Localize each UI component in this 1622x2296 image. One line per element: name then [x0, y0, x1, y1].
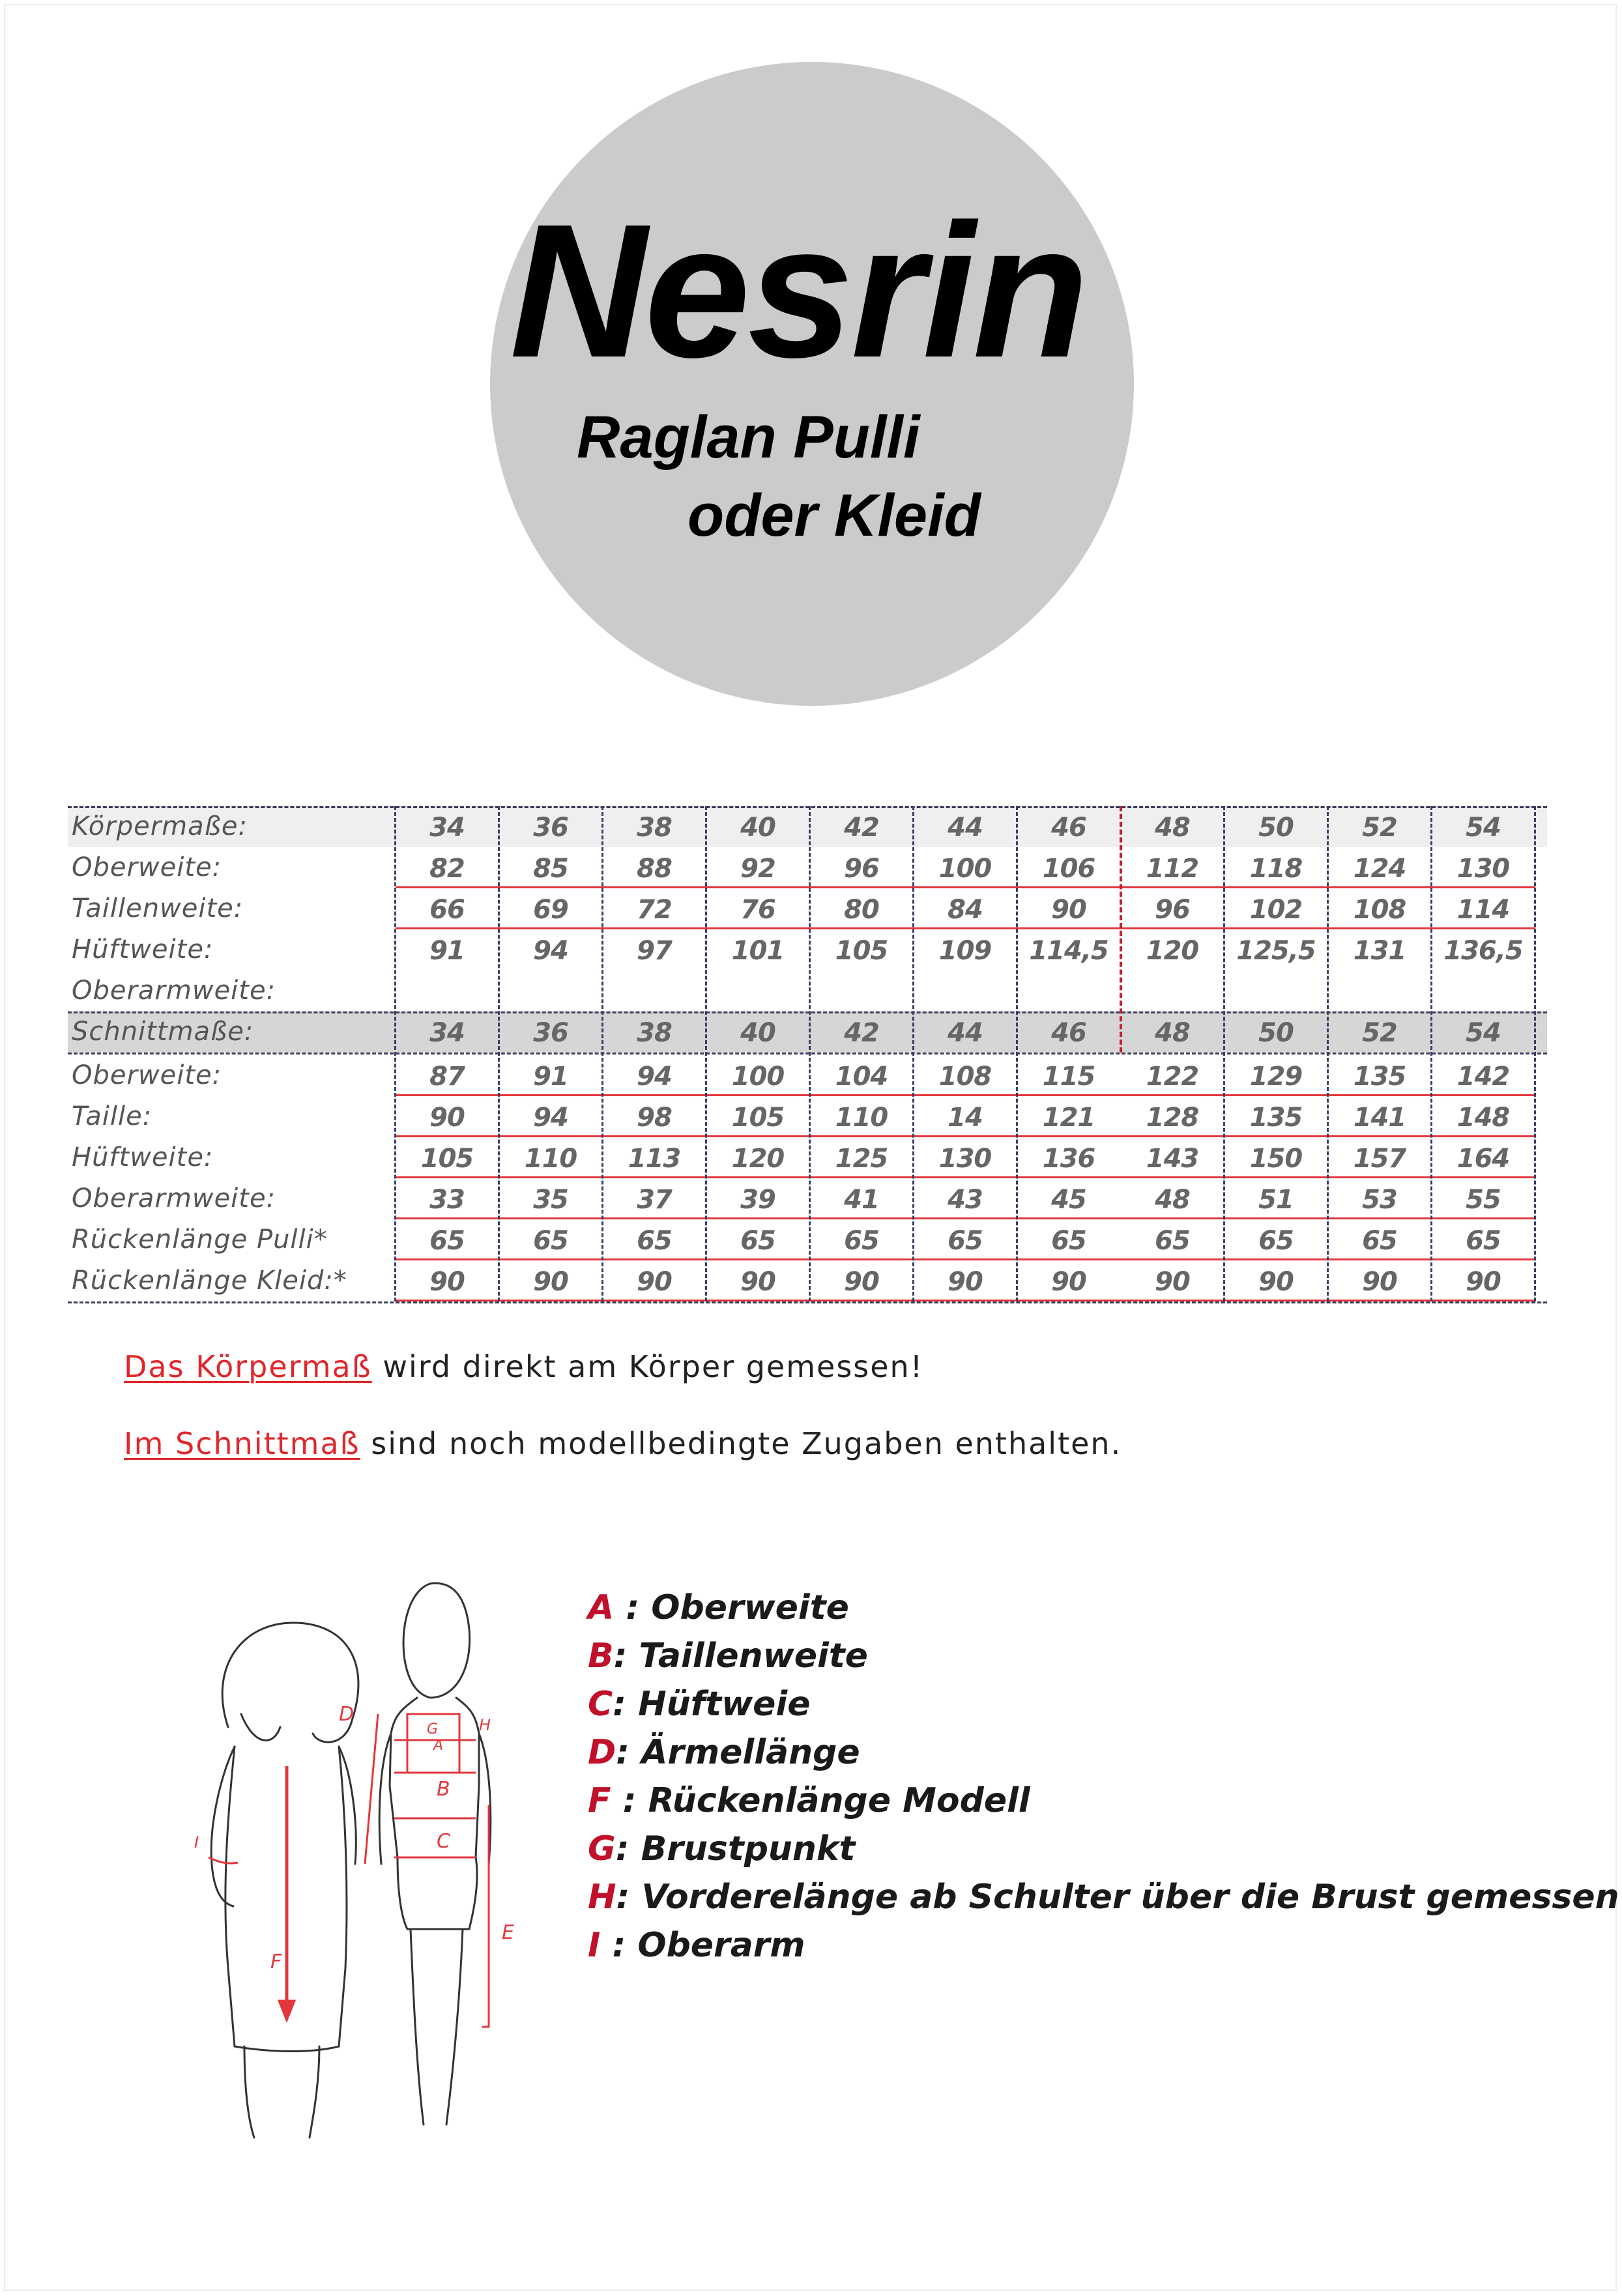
note-body-measure	[124, 1349, 923, 1384]
table-cell: 102	[1249, 895, 1303, 925]
body-measure-row	[68, 888, 1547, 929]
table-cell: 69	[533, 895, 568, 925]
table-border	[68, 1053, 1547, 1054]
figure-label-d: D	[339, 1703, 355, 1726]
table-cell: 136,5	[1443, 936, 1523, 966]
pattern-subtitle-line1: Raglan Pulli	[577, 404, 920, 471]
table-cell: 44	[948, 813, 983, 843]
figure-label-g: G	[427, 1721, 439, 1737]
table-cell: 80	[844, 895, 879, 925]
table-cell: 40	[740, 813, 775, 843]
note-pattern-measure	[124, 1426, 1122, 1461]
table-cell: 54	[1466, 1018, 1501, 1048]
table-cell: 72	[637, 895, 672, 925]
figure-label-i: I	[194, 1833, 199, 1852]
legend-text: : Rückenlänge Modell	[611, 1781, 1030, 1820]
table-cell: 98	[637, 1103, 672, 1133]
table-cell: 90	[1051, 895, 1086, 925]
legend-key: H	[588, 1878, 616, 1917]
table-cell: 112	[1146, 854, 1199, 884]
table-cell: 90	[844, 1267, 879, 1297]
table-cell: 45	[1051, 1185, 1086, 1215]
table-cell: 96	[1155, 895, 1190, 925]
row-label: Oberweite:	[72, 1060, 222, 1090]
table-cell: 110	[524, 1144, 577, 1174]
table-border	[68, 1301, 1547, 1303]
table-cell: 42	[844, 1018, 879, 1048]
row-label: Oberweite:	[72, 852, 222, 882]
table-cell: 90	[1051, 1267, 1086, 1297]
column-divider	[394, 806, 396, 1301]
table-cell: 65	[533, 1226, 568, 1256]
legend-text: : Taillenweite	[613, 1636, 868, 1676]
table-cell: 84	[948, 895, 983, 925]
table-cell: 94	[533, 936, 568, 966]
table-cell: 121	[1042, 1103, 1095, 1133]
table-cell: 55	[1466, 1185, 1501, 1215]
table-cell: 106	[1042, 854, 1095, 884]
column-divider	[1120, 806, 1122, 1053]
legend-item	[588, 1921, 1619, 1969]
table-cell: 65	[1155, 1226, 1190, 1256]
row-label: Taillenweite:	[72, 894, 244, 923]
legend-text: : Vorderelänge ab Schulter über die Brust gemessen	[616, 1878, 1619, 1917]
row-label: Körpermaße:	[72, 811, 248, 841]
body-measure-row	[68, 970, 1547, 1011]
table-cell: 65	[637, 1226, 672, 1256]
table-cell: 128	[1146, 1103, 1199, 1133]
legend-item	[588, 1777, 1619, 1825]
table-cell: 90	[1258, 1267, 1294, 1297]
table-cell: 36	[533, 1018, 568, 1048]
table-cell: 157	[1353, 1144, 1406, 1174]
table-cell: 44	[948, 1018, 983, 1048]
column-divider	[809, 806, 811, 1301]
row-label: Oberarmweite:	[72, 976, 276, 1006]
table-cell: 91	[429, 936, 465, 966]
table-cell: 96	[844, 854, 879, 884]
table-cell: 118	[1249, 854, 1303, 884]
legend-text: : Brustpunkt	[615, 1829, 856, 1868]
table-cell: 48	[1155, 813, 1190, 843]
note-pattern-highlight: Im Schnittmaß	[124, 1426, 360, 1461]
measurement-sketch	[182, 1551, 547, 2157]
table-cell: 39	[740, 1185, 775, 1215]
table-cell: 65	[1258, 1226, 1294, 1256]
pattern-subtitle-line2: oder Kleid	[688, 482, 981, 549]
pattern-measure-row	[68, 1178, 1547, 1219]
column-divider	[1430, 806, 1432, 1301]
table-cell: 65	[740, 1226, 775, 1256]
table-cell: 142	[1456, 1062, 1510, 1092]
figure-label-c: C	[437, 1830, 450, 1853]
table-cell: 109	[938, 936, 992, 966]
body-measure-row	[68, 929, 1547, 970]
table-border	[68, 806, 1547, 808]
table-cell: 131	[1353, 936, 1406, 966]
pattern-measure-row	[68, 1055, 1547, 1096]
table-cell: 36	[533, 813, 568, 843]
legend-item	[588, 1632, 1619, 1680]
table-cell: 120	[731, 1144, 785, 1174]
column-divider	[705, 806, 707, 1301]
table-cell: 105	[835, 936, 888, 966]
legend-item	[588, 1825, 1619, 1873]
table-cell: 38	[637, 1018, 672, 1048]
table-cell: 90	[1362, 1267, 1397, 1297]
pattern-measure-row	[68, 1096, 1547, 1137]
table-cell: 100	[731, 1062, 785, 1092]
table-cell: 120	[1146, 936, 1199, 966]
table-cell: 94	[637, 1062, 672, 1092]
table-cell: 105	[420, 1144, 474, 1174]
legend-key: B	[588, 1636, 614, 1676]
table-cell: 130	[938, 1144, 992, 1174]
pattern-measure-row	[68, 1137, 1547, 1178]
table-cell: 148	[1456, 1103, 1510, 1133]
column-divider	[1534, 806, 1536, 1301]
row-label: Rückenlänge Kleid:*	[72, 1266, 347, 1296]
table-cell: 164	[1456, 1144, 1510, 1174]
table-cell: 101	[731, 936, 785, 966]
table-cell: 54	[1466, 813, 1501, 843]
figure-label-e: E	[502, 1921, 514, 1944]
table-cell: 35	[533, 1185, 568, 1215]
pattern-measure-row	[68, 1219, 1547, 1260]
table-cell: 65	[429, 1226, 465, 1256]
table-cell: 65	[948, 1226, 983, 1256]
figure-label-a: A	[433, 1737, 444, 1754]
legend-item	[588, 1680, 1619, 1728]
note-pattern-text: sind noch modellbedingte Zugaben enthalten.	[360, 1426, 1122, 1461]
table-cell: 104	[835, 1062, 888, 1092]
table-cell: 65	[844, 1226, 879, 1256]
table-cell: 90	[637, 1267, 672, 1297]
table-cell: 90	[533, 1267, 568, 1297]
figure-label-f: F	[270, 1951, 282, 1973]
table-cell: 87	[429, 1062, 465, 1092]
legend-key: F	[588, 1781, 611, 1820]
legend-text: : Ärmellänge	[616, 1733, 860, 1772]
legend-key: A	[588, 1588, 615, 1627]
column-divider	[1327, 806, 1329, 1301]
table-cell: 135	[1353, 1062, 1406, 1092]
table-cell: 97	[637, 936, 672, 966]
legend-item	[588, 1728, 1619, 1777]
legend-key: I	[588, 1926, 601, 1965]
legend-text: : Oberweite	[614, 1588, 849, 1627]
column-divider	[1223, 806, 1225, 1301]
table-cell: 135	[1249, 1103, 1303, 1133]
table-cell: 115	[1042, 1062, 1095, 1092]
row-label: Rückenlänge Pulli*	[72, 1225, 328, 1255]
legend-text: : Hüftweie	[613, 1685, 811, 1724]
figure-label-h: H	[479, 1716, 491, 1734]
table-cell: 114	[1456, 895, 1510, 925]
size-table	[68, 806, 1547, 1301]
column-divider	[912, 806, 914, 1301]
table-cell: 46	[1051, 1018, 1086, 1048]
table-border	[68, 1011, 1547, 1013]
table-cell: 42	[844, 813, 879, 843]
table-cell: 113	[628, 1144, 681, 1174]
pattern-title: Nesrin	[510, 184, 1086, 397]
table-cell: 46	[1051, 813, 1086, 843]
note-body-highlight: Das Körpermaß	[124, 1349, 372, 1384]
measurement-legend	[588, 1584, 1619, 1969]
legend-text: : Oberarm	[600, 1926, 805, 1965]
legend-key: D	[588, 1733, 616, 1772]
table-cell: 52	[1362, 1018, 1397, 1048]
column-divider	[498, 806, 500, 1301]
table-cell: 51	[1258, 1185, 1294, 1215]
table-cell: 94	[533, 1103, 568, 1133]
table-cell: 90	[1155, 1267, 1190, 1297]
table-cell: 66	[429, 895, 465, 925]
table-cell: 38	[637, 813, 672, 843]
table-cell: 122	[1146, 1062, 1199, 1092]
row-label: Oberarmweite:	[72, 1184, 276, 1213]
table-cell: 50	[1258, 813, 1294, 843]
pattern-measure-header	[68, 1011, 1547, 1053]
table-cell: 114,5	[1029, 936, 1108, 966]
table-cell: 90	[948, 1267, 983, 1297]
legend-key: C	[588, 1685, 613, 1724]
table-cell: 90	[429, 1103, 465, 1133]
legend-key: G	[588, 1829, 616, 1868]
legend-item	[588, 1873, 1619, 1921]
table-cell: 85	[533, 854, 568, 884]
column-divider	[1016, 806, 1018, 1301]
table-cell: 34	[429, 813, 465, 843]
legend-item	[588, 1584, 1619, 1632]
table-cell: 90	[429, 1267, 465, 1297]
table-cell: 125,5	[1236, 936, 1316, 966]
table-cell: 129	[1249, 1062, 1303, 1092]
note-body-text: wird direkt am Körper gemessen!	[371, 1349, 924, 1384]
table-cell: 53	[1362, 1185, 1397, 1215]
table-cell: 141	[1353, 1103, 1406, 1133]
table-cell: 65	[1466, 1226, 1501, 1256]
table-cell: 108	[938, 1062, 992, 1092]
table-cell: 82	[429, 854, 465, 884]
row-label: Taille:	[72, 1101, 152, 1131]
table-cell: 110	[835, 1103, 888, 1133]
table-cell: 52	[1362, 813, 1397, 843]
row-label: Hüftweite:	[72, 1142, 214, 1172]
column-divider	[601, 806, 603, 1301]
body-measure-row	[68, 847, 1547, 888]
table-cell: 108	[1353, 895, 1406, 925]
table-cell: 65	[1051, 1226, 1086, 1256]
table-cell: 105	[731, 1103, 785, 1133]
table-cell: 143	[1146, 1144, 1199, 1174]
table-cell: 34	[429, 1018, 465, 1048]
table-cell: 50	[1258, 1018, 1294, 1048]
table-cell: 37	[637, 1185, 672, 1215]
table-cell: 90	[1466, 1267, 1501, 1297]
table-cell: 48	[1155, 1185, 1190, 1215]
table-cell: 136	[1042, 1144, 1095, 1174]
table-cell: 65	[1362, 1226, 1397, 1256]
row-label: Schnittmaße:	[72, 1017, 254, 1047]
table-cell: 14	[948, 1103, 983, 1133]
table-cell: 90	[740, 1267, 775, 1297]
table-cell: 40	[740, 1018, 775, 1048]
body-measure-header	[68, 806, 1547, 847]
pattern-measure-row	[68, 1260, 1547, 1301]
table-cell: 48	[1155, 1018, 1190, 1048]
table-cell: 33	[429, 1185, 465, 1215]
table-cell: 41	[844, 1185, 879, 1215]
figure-label-b: B	[437, 1778, 450, 1801]
table-cell: 92	[740, 854, 775, 884]
table-cell: 125	[835, 1144, 888, 1174]
table-cell: 130	[1456, 854, 1510, 884]
table-cell: 100	[938, 854, 992, 884]
table-cell: 76	[740, 895, 775, 925]
table-cell: 124	[1353, 854, 1406, 884]
table-cell: 91	[533, 1062, 568, 1092]
table-cell: 150	[1249, 1144, 1303, 1174]
table-cell: 88	[637, 854, 672, 884]
row-label: Hüftweite:	[72, 935, 214, 965]
table-cell: 43	[948, 1185, 983, 1215]
